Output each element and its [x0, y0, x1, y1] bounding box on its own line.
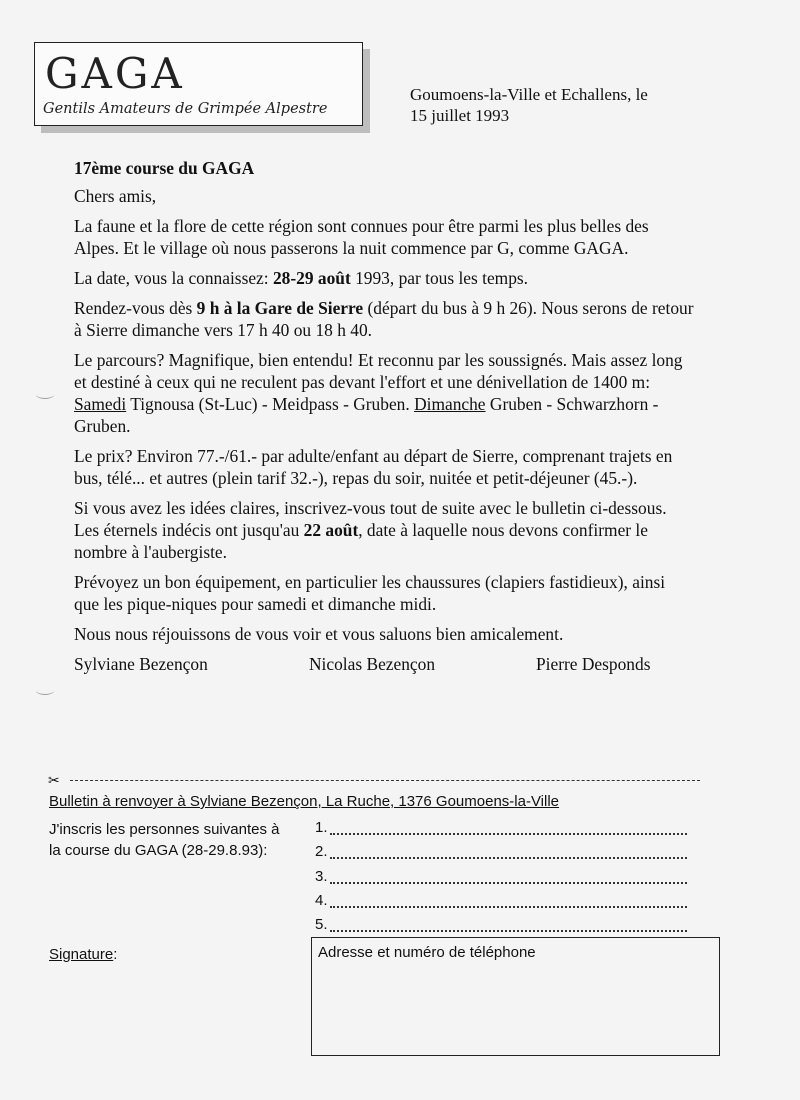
dotted-line [330, 930, 687, 932]
registration-deadline: 22 août [303, 520, 359, 540]
entry-number: 1. [315, 819, 328, 836]
entry-number: 2. [315, 843, 328, 860]
paragraph-equipment: Prévoyez un bon équipement, en particulier les chaussures (clapiers fastidieux), ainsi que les pique-niques pour samedi et dimanche midi. [74, 572, 666, 614]
signatory-1: Sylviane Bezençon [74, 654, 208, 674]
signature-label-text: Signature [49, 946, 114, 963]
bulletin-address: Bulletin à renvoyer à Sylviane Bezençon, La Ruche, 1376 Goumoens-la-Ville [49, 793, 560, 810]
paragraph-closing: Nous nous réjouissons de vous voir et vous saluons bien amicalement. [74, 624, 564, 644]
paragraph-date [74, 267, 694, 289]
paragraph-route [74, 349, 694, 437]
instruction-line-1: J'inscris les personnes suivantes à [49, 821, 280, 838]
paragraph-price: Le prix? Environ 77.-/61.- par adulte/enfant au départ de Sierre, comprenant trajets en bus, télé... et autres (plein tarif 32.-), repas du soir, nuitée et petit-déjeuner (45.-). [74, 446, 673, 488]
route-saturday: Samedi [74, 394, 127, 414]
participant-entry-3[interactable] [315, 868, 687, 888]
meeting-text-end: (départ du bus à 9 h 26). Nous serons de retour à Sierre dimanche vers 17 h 40 ou 18 h 40. [74, 298, 694, 340]
route-saturday-text: Tignousa (St-Luc) - Meidpass - Gruben. [126, 394, 415, 414]
entry-number: 4. [315, 892, 328, 909]
dotted-line [330, 833, 687, 835]
logo-title: GAGA [45, 49, 185, 98]
dotted-line [330, 857, 687, 859]
date-text-end: 1993, par tous les temps. [350, 268, 529, 288]
date-highlight: 28-29 août [272, 268, 351, 288]
dotted-line [330, 906, 687, 908]
meeting-highlight: 9 h à la Gare de Sierre [196, 298, 364, 318]
letter-greeting: Chers amis, [74, 186, 157, 206]
route-sunday-text: Gruben - Schwarzhorn - Gruben. [74, 394, 659, 436]
paragraph-region: La faune et la flore de cette région sont connues pour être parmi les plus belles des Alpes. Et le village où nous passerons la nuit commence par G, comme GAGA. [74, 216, 649, 258]
participant-entry-1[interactable] [315, 819, 687, 839]
route-sunday: Dimanche [414, 394, 486, 414]
letter-body [74, 157, 694, 675]
instruction-line-2: la course du GAGA (28-29.8.93): [49, 842, 268, 859]
logo-subtitle: Gentils Amateurs de Grimpée Alpestre [43, 101, 328, 117]
route-text: Le parcours? Magnifique, bien entendu! Et reconnu par les soussignés. Mais assez long et destiné à ceux qui ne reculent pas devant l'effort et une dénivellation de 1400 m: [74, 350, 683, 392]
participant-entry-2[interactable] [315, 843, 687, 863]
signatory-3: Pierre Desponds [536, 654, 651, 674]
dateline-place: Goumoens-la-Ville et Echallens, le [410, 85, 648, 104]
participant-entry-4[interactable] [315, 892, 687, 912]
address-phone-field[interactable] [311, 937, 720, 1056]
address-box-label: Adresse et numéro de téléphone [318, 944, 536, 961]
entry-number: 3. [315, 868, 328, 885]
scissors-icon: ✂ [48, 772, 60, 788]
signatories [74, 653, 694, 675]
signature-label [49, 946, 117, 963]
date-text: La date, vous la connaissez: [74, 268, 273, 288]
registration-text-end: , date à laquelle nous devons confirmer le nombre à l'aubergiste. [74, 520, 648, 562]
gaga-logo-box [34, 42, 363, 126]
entry-number: 5. [315, 916, 328, 933]
paragraph-meeting [74, 297, 694, 341]
cut-line [48, 772, 700, 789]
dateline [410, 84, 648, 126]
meeting-text: Rendez-vous dès [74, 298, 197, 318]
participant-entry-5[interactable] [315, 916, 687, 936]
punch-hole-mark [36, 390, 54, 399]
signature-colon: : [113, 946, 118, 963]
dashed-cut-line [70, 780, 700, 781]
punch-hole-mark [36, 686, 54, 695]
signatory-2: Nicolas Bezençon [309, 654, 436, 674]
paragraph-registration [74, 497, 694, 563]
dotted-line [330, 882, 687, 884]
letter-title: 17ème course du GAGA [74, 158, 255, 178]
registration-instruction [49, 819, 279, 861]
dateline-date: 15 juillet 1993 [410, 106, 510, 125]
registration-text: Si vous avez les idées claires, inscrivez-vous tout de suite avec le bulletin ci-dessous. Les éternels indécis ont jusqu'au [74, 498, 667, 540]
